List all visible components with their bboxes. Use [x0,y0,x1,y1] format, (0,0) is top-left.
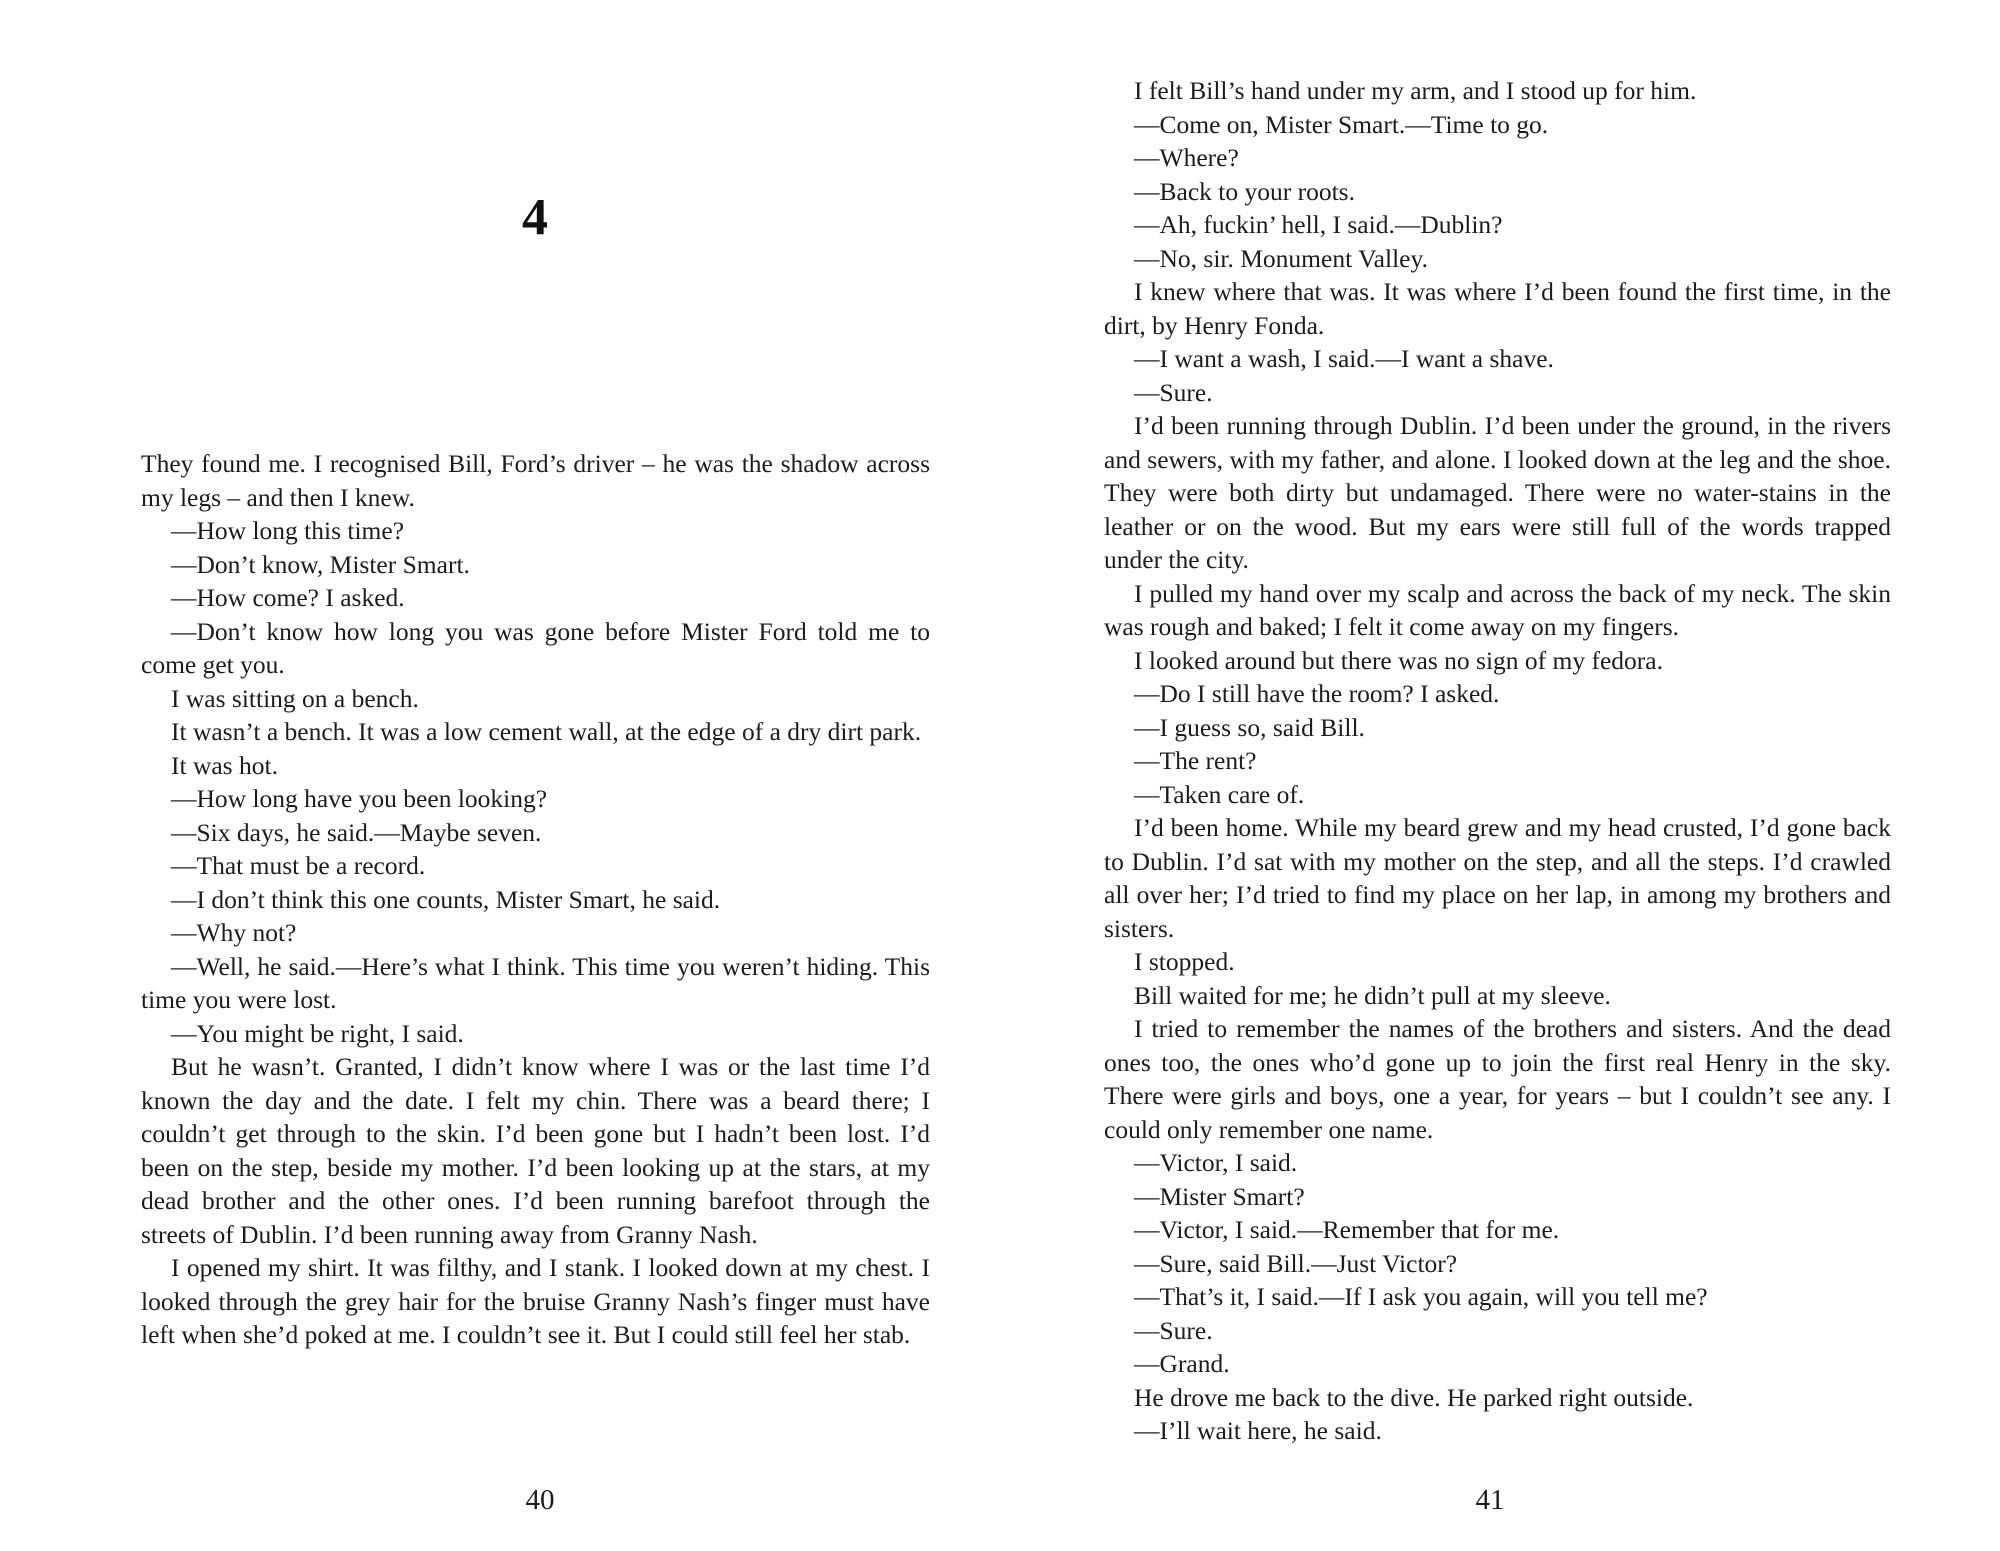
paragraph: —How long have you been looking? [171,784,548,813]
paragraph: —The rent? [1134,746,1257,775]
paragraph: —That must be a record. [171,851,426,880]
right-page-text [1104,74,1891,1448]
paragraph: —I don’t think this one counts, Mister Smart, he said. [171,884,721,914]
paragraph: —Back to your roots. [1134,176,1355,206]
paragraph: —Do I still have the room? I asked. [1134,679,1500,708]
paragraph: —Sure. [1134,1315,1213,1345]
paragraph: —I want a wash, I said.—I want a shave. [1134,344,1554,373]
paragraph: —Don’t know, Mister Smart. [171,549,470,579]
paragraph: —How come? I asked. [171,583,405,612]
paragraph: —Why not? [171,918,297,947]
paragraph: It wasn’t a bench. It was a low cement wall, at the edge of a dry dirt park. [171,717,922,746]
paragraph: —Victor, I said.—Remember that for me. [1134,1215,1560,1244]
paragraph: —I guess so, said Bill. [1134,712,1365,742]
paragraph: —Grand. [1134,1349,1230,1378]
paragraph: I tried to remember the names of the brothers and sisters. And the dead ones too, the ones who’d gone up to join the first real Henry in the sky. There were girls and boys, one a year, for years – but I couldn’t see any. I could only remember one name. [1104,1014,1891,1144]
paragraph: I’d been running through Dublin. I’d been under the ground, in the rivers and sewers, with my father, and alone. I looked down at the leg and the shoe. They were both dirty but undamaged. There were no water-stains in the leather or on the wood. But my ears were still full of the words trapped under the city. [1104,411,1891,574]
paragraph: —Mister Smart? [1134,1181,1305,1211]
paragraph: —That’s it, I said.—If I ask you again, will you tell me? [1134,1282,1708,1311]
paragraph: —Don’t know how long you was gone before Mister Ford told me to come get you. [141,616,930,679]
paragraph: —Sure. [1134,377,1213,407]
paragraph: I knew where that was. It was where I’d been found the first time, in the dirt, by Henry Fonda. [1104,277,1891,340]
chapter-number: 4 [522,189,548,246]
paragraph: I looked around but there was no sign of my fedora. [1134,645,1663,675]
paragraph: —Come on, Mister Smart.—Time to go. [1134,109,1549,139]
paragraph: I felt Bill’s hand under my arm, and I stood up for him. [1134,76,1697,105]
paragraph: I pulled my hand over my scalp and across the back of my neck. The skin was rough and baked; I felt it come away on my fingers. [1104,578,1891,641]
paragraph: —Victor, I said. [1134,1148,1298,1177]
paragraph: —Where? [1134,143,1239,172]
paragraph: It was hot. [171,750,278,780]
paragraph: I stopped. [1134,947,1235,976]
page-number: 41 [1475,1484,1505,1516]
paragraph: —Ah, fuckin’ hell, I said.—Dublin? [1134,210,1503,239]
paragraph: I was sitting on a bench. [171,683,419,713]
paragraph: He drove me back to the dive. He parked right outside. [1134,1382,1694,1412]
paragraph: —Six days, he said.—Maybe seven. [171,817,542,847]
paragraph: They found me. I recognised Bill, Ford’s driver – he was the shadow across my legs – and then I knew. [141,449,930,512]
page-number: 40 [525,1484,555,1516]
paragraph: —Well, he said.—Here’s what I think. This time you weren’t hiding. This time you were lost. [141,951,930,1014]
paragraph: But he wasn’t. Granted, I didn’t know where I was or the last time I’d known the day and the date. I felt my chin. There was a beard there; I couldn’t get through to the skin. I’d been gone but I hadn’t been lost. I’d been on the step, beside my mother. I’d been looking up at the stars, at my dead brother and the other ones. I’d been running barefoot through the streets of Dublin. I’d been running away from Granny Nash. [141,1052,930,1249]
left-page-text [141,447,930,1352]
paragraph: —Sure, said Bill.—Just Victor? [1134,1248,1458,1278]
right-page [1000,0,2000,1551]
paragraph: —You might be right, I said. [171,1018,464,1048]
paragraph: —Taken care of. [1134,779,1305,809]
paragraph: —I’ll wait here, he said. [1134,1416,1382,1445]
paragraph: I opened my shirt. It was filthy, and I stank. I looked down at my chest. I looked through the grey hair for the bruise Granny Nash’s finger must have left when she’d poked at me. I couldn’t see it. But I could still feel her stab. [141,1253,930,1349]
paragraph: —No, sir. Monument Valley. [1134,243,1428,273]
paragraph: —How long this time? [171,516,405,545]
paragraph: I’d been home. While my beard grew and my head crusted, I’d gone back to Dublin. I’d sat with my mother on the step, and all the steps. I’d crawled all over her; I’d tried to find my place on her lap, in among my brothers and sisters. [1104,813,1891,943]
paragraph: Bill waited for me; he didn’t pull at my sleeve. [1134,980,1611,1010]
